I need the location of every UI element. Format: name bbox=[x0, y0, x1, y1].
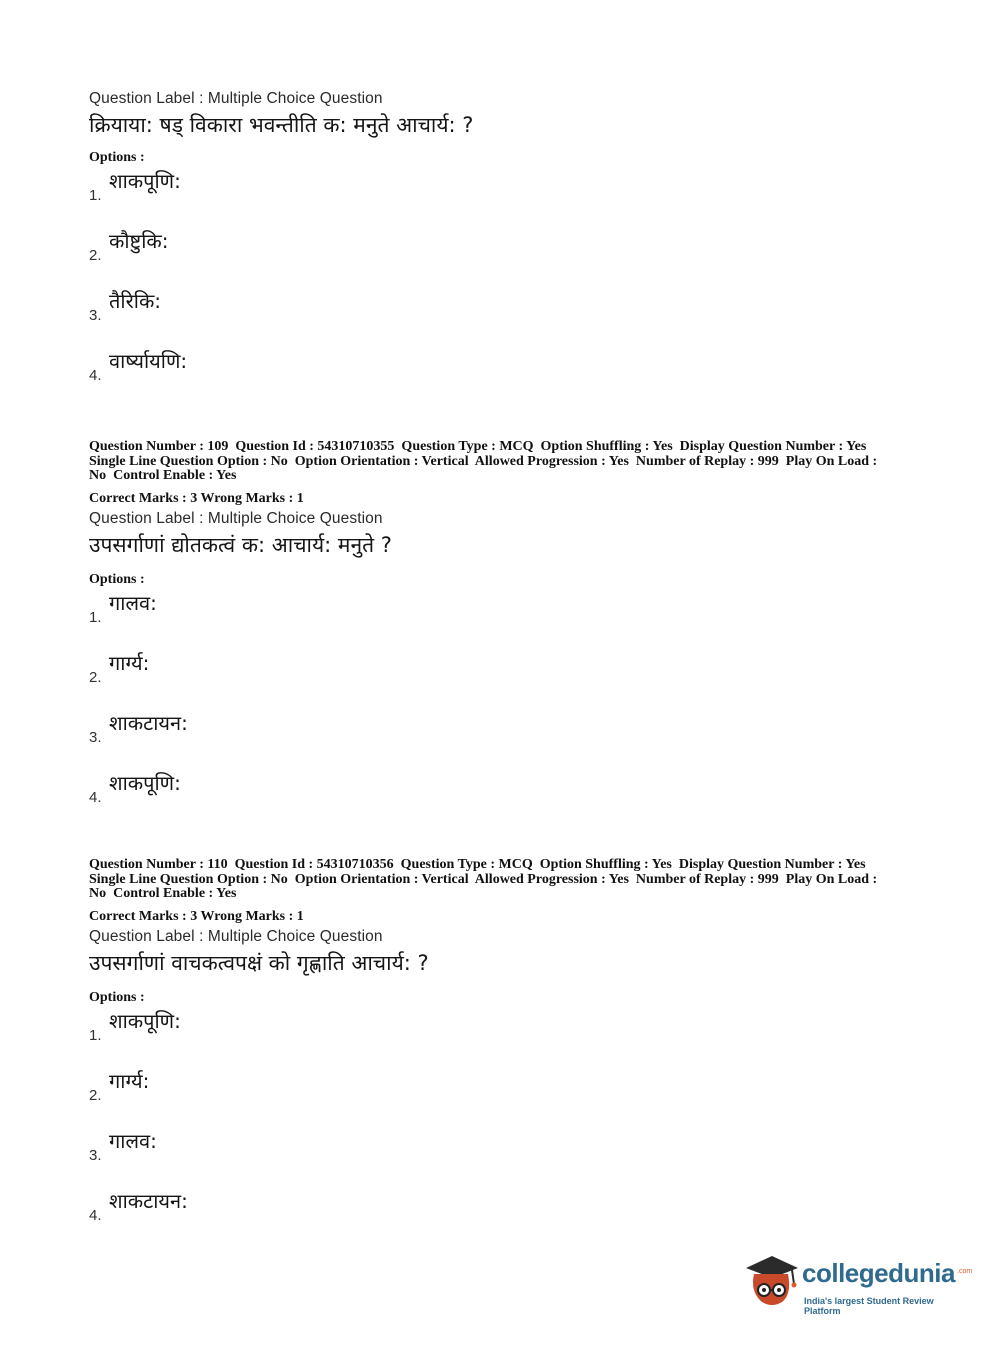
option-2 bbox=[89, 227, 919, 287]
collegedunia-logo[interactable] bbox=[742, 1250, 973, 1316]
logo-tagline: India's largest Student Review Platform bbox=[804, 1296, 934, 1316]
option-text: गालव: bbox=[109, 1128, 157, 1153]
question-block-1 bbox=[89, 89, 919, 407]
option-text: शाकपूणि: bbox=[109, 770, 181, 795]
option-text: शाकपूणि: bbox=[109, 1008, 181, 1033]
options-label: Options : bbox=[89, 150, 145, 165]
question-meta: Question Number : 109 Question Id : 54310710355 Question Type : MCQ Option Shuffling : Yes Display Question Number : Yes Single Line Question Option : No Option Orientation : Vertical Allowed Progression : Yes Number of Replay : 999 Play On Load : No Control Enable : Yes bbox=[89, 439, 878, 483]
option-number: 2. bbox=[89, 1086, 102, 1104]
option-number: 3. bbox=[89, 1146, 102, 1164]
option-1 bbox=[89, 167, 919, 227]
option-number: 4. bbox=[89, 788, 102, 806]
option-text: कौष्टुकि: bbox=[109, 229, 169, 253]
logo-suffix: .com bbox=[957, 1268, 973, 1275]
options-label: Options : bbox=[89, 989, 145, 1005]
option-text: गालव: bbox=[109, 590, 157, 615]
question-marks: Correct Marks : 3 Wrong Marks : 1 bbox=[89, 908, 304, 924]
option-text: गार्ग्य: bbox=[109, 650, 150, 675]
option-text: गार्ग्य: bbox=[109, 1068, 150, 1093]
option-number: 1. bbox=[89, 1026, 102, 1044]
option-3 bbox=[89, 1127, 919, 1187]
option-text: वार्ष्यायणि: bbox=[109, 349, 188, 373]
options-label: Options : bbox=[89, 571, 145, 587]
option-number: 3. bbox=[89, 728, 102, 746]
option-1 bbox=[89, 589, 919, 649]
option-number: 1. bbox=[89, 608, 102, 626]
option-3 bbox=[89, 287, 919, 347]
option-number: 1. bbox=[89, 187, 102, 204]
option-number: 4. bbox=[89, 367, 102, 384]
option-text: शाकपूणि: bbox=[109, 169, 181, 193]
logo-wordmark: collegedunia bbox=[802, 1258, 955, 1288]
option-text: शाकटायन: bbox=[109, 1188, 188, 1213]
question-label: Question Label : Multiple Choice Question bbox=[89, 509, 383, 527]
question-marks: Correct Marks : 3 Wrong Marks : 1 bbox=[89, 490, 304, 506]
mascot-icon bbox=[742, 1252, 800, 1310]
option-text: शाकटायन: bbox=[109, 710, 188, 735]
option-1 bbox=[89, 1007, 919, 1067]
option-number: 2. bbox=[89, 247, 102, 264]
option-4 bbox=[89, 769, 919, 829]
option-3 bbox=[89, 709, 919, 769]
option-number: 2. bbox=[89, 668, 102, 686]
question-label: Question Label : Multiple Choice Question bbox=[89, 90, 383, 107]
option-text: तैरिकि: bbox=[109, 289, 162, 313]
question-label: Question Label : Multiple Choice Question bbox=[89, 927, 383, 945]
option-2 bbox=[89, 1067, 919, 1127]
option-number: 4. bbox=[89, 1206, 102, 1224]
question-text: उपसर्गाणां वाचकत्वपक्षं को गृह्णाति आचार्य: ? bbox=[89, 950, 429, 975]
question-block-109 bbox=[89, 440, 919, 829]
option-number: 3. bbox=[89, 307, 102, 324]
question-text: उपसर्गाणां द्योतकत्वं क: आचार्य: मनुते ? bbox=[89, 532, 392, 557]
option-4 bbox=[89, 347, 919, 407]
option-4 bbox=[89, 1187, 919, 1247]
question-meta: Question Number : 110 Question Id : 54310710356 Question Type : MCQ Option Shuffling : Yes Display Question Number : Yes Single Line Question Option : No Option Orientation : Vertical Allowed Progression : Yes Number of Replay : 999 Play On Load : No Control Enable : Yes bbox=[89, 857, 878, 901]
option-2 bbox=[89, 649, 919, 709]
question-text: क्रियाया: षड् विकारा भवन्तीति क: मनुते आचार्य: ? bbox=[89, 113, 474, 137]
question-block-110 bbox=[89, 858, 919, 1247]
